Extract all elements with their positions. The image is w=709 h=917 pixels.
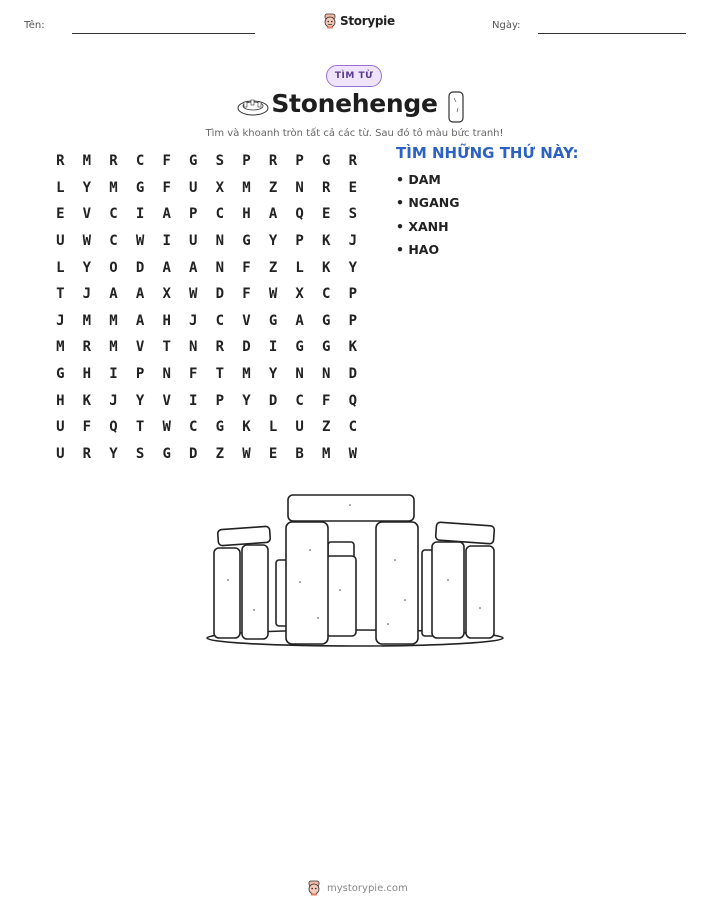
grid-letter: K — [242, 419, 251, 436]
grid-letter: P — [295, 153, 304, 170]
grid-letter: Q — [295, 206, 304, 223]
word-item: • XANH — [396, 218, 449, 234]
grid-letter: J — [189, 312, 198, 329]
grid-letter: U — [295, 419, 304, 436]
grid-letter: X — [215, 179, 225, 196]
grid-letter: G — [242, 233, 251, 250]
grid-letter: D — [189, 445, 198, 462]
grid-letter: G — [295, 339, 304, 356]
grid-letter: I — [135, 206, 145, 223]
page-title: Stonehenge — [271, 89, 438, 118]
grid-letter: M — [322, 445, 331, 462]
grid-letter: S — [135, 445, 145, 462]
grid-letter: S — [348, 206, 358, 223]
word-item: • DAM — [396, 172, 441, 187]
grid-letter: G — [189, 153, 198, 170]
grid-letter: J — [56, 312, 65, 329]
grid-letter: Y — [268, 233, 278, 250]
grid-letter: P — [242, 153, 251, 170]
storypie-mascot-icon — [323, 13, 337, 29]
grid-letter: C — [295, 392, 304, 409]
grid-letter: H — [82, 366, 92, 383]
grid-letter: A — [135, 312, 145, 329]
grid-letter: N — [162, 366, 171, 383]
grid-letter: Y — [242, 392, 251, 409]
grid-letter: M — [82, 312, 92, 329]
grid-letter: R — [215, 339, 225, 356]
grid-letter: J — [109, 392, 118, 409]
grid-letter: T — [162, 339, 171, 356]
grid-letter: W — [348, 445, 358, 462]
grid-letter: Y — [268, 366, 278, 383]
word-list-title: TÌM NHỮNG THỨ NÀY: — [396, 144, 579, 162]
storypie-mascot-icon — [307, 880, 321, 896]
grid-letter: A — [268, 206, 278, 223]
grid-letter: A — [135, 286, 145, 303]
word-item: • HAO — [396, 241, 440, 257]
grid-letter: P — [215, 392, 225, 409]
grid-letter: N — [215, 259, 225, 276]
instructions: Tìm và khoanh tròn tất cả các từ. Sau đó tô màu bức tranh! — [205, 128, 504, 139]
grid-letter: I — [162, 233, 171, 250]
grid-letter: R — [348, 153, 358, 170]
grid-letter: D — [348, 366, 358, 383]
grid-letter: N — [215, 233, 225, 250]
grid-letter: V — [135, 339, 145, 356]
grid-letter: Z — [268, 259, 278, 276]
grid-letter: A — [109, 286, 118, 303]
word-list — [396, 171, 459, 264]
grid-letter: S — [215, 153, 225, 170]
grid-letter: L — [268, 419, 278, 436]
grid-letter: H — [242, 206, 251, 223]
grid-letter: I — [268, 339, 278, 356]
grid-letter: Q — [348, 392, 358, 409]
grid-letter: G — [56, 366, 65, 383]
grid-letter: F — [322, 392, 331, 409]
grid-letter: C — [109, 206, 118, 223]
grid-letter: A — [295, 312, 304, 329]
grid-letter: Y — [82, 259, 92, 276]
grid-letter: W — [268, 286, 278, 303]
grid-letter: W — [162, 419, 171, 436]
grid-letter: M — [242, 179, 251, 196]
grid-letter: K — [322, 233, 331, 250]
grid-letter: K — [348, 339, 358, 356]
grid-letter: I — [109, 366, 118, 383]
grid-letter: H — [162, 312, 171, 329]
date-label: Ngày: — [492, 20, 521, 31]
word-search-grid — [47, 148, 367, 467]
grid-letter: P — [135, 366, 145, 383]
grid-letter: G — [215, 419, 225, 436]
grid-letter: U — [56, 419, 65, 436]
standing-stone-icon — [446, 90, 466, 124]
grid-letter: X — [295, 286, 304, 303]
grid-letter: E — [348, 179, 358, 196]
grid-letter: R — [268, 153, 278, 170]
grid-letter: R — [109, 153, 118, 170]
grid-letter: N — [295, 179, 304, 196]
grid-letter: R — [82, 339, 92, 356]
grid-letter: C — [348, 419, 358, 436]
grid-letter: M — [109, 312, 118, 329]
grid-letter: C — [109, 233, 118, 250]
grid-letter: O — [109, 259, 118, 276]
brand-name: Storypie — [340, 14, 395, 28]
grid-letter: G — [162, 445, 171, 462]
grid-letter: C — [215, 206, 225, 223]
grid-letter: R — [82, 445, 92, 462]
grid-letter: J — [348, 233, 358, 250]
grid-letter: W — [135, 233, 145, 250]
grid-letter: A — [162, 206, 171, 223]
grid-letter: Z — [268, 179, 278, 196]
grid-letter: Q — [109, 419, 118, 436]
grid-letter: H — [56, 392, 65, 409]
grid-letter: N — [295, 366, 304, 383]
grid-letter: G — [268, 312, 278, 329]
grid-letter: M — [109, 339, 118, 356]
grid-letter: U — [56, 445, 65, 462]
grid-letter: E — [56, 206, 65, 223]
grid-letter: D — [135, 259, 145, 276]
grid-letter: C — [189, 419, 198, 436]
grid-letter: Y — [109, 445, 118, 462]
grid-letter: W — [189, 286, 198, 303]
grid-letter: P — [348, 286, 358, 303]
grid-letter: J — [82, 286, 92, 303]
grid-letter: B — [295, 445, 304, 462]
name-line — [72, 33, 255, 34]
grid-letter: I — [189, 392, 198, 409]
grid-letter: C — [135, 153, 145, 170]
grid-letter: G — [135, 179, 145, 196]
grid-letter: A — [162, 259, 171, 276]
grid-letter: C — [215, 312, 225, 329]
grid-letter: G — [322, 312, 331, 329]
name-label: Tên: — [24, 20, 45, 31]
grid-letter: Y — [82, 179, 92, 196]
grid-letter: E — [268, 445, 278, 462]
activity-badge: TÌM TỪ — [326, 65, 382, 87]
grid-letter: T — [56, 286, 65, 303]
brand-logo — [323, 13, 395, 29]
grid-letter: V — [82, 206, 92, 223]
stonehenge-illustration — [200, 490, 510, 650]
grid-letter: W — [242, 445, 251, 462]
footer — [307, 880, 408, 896]
grid-letter: T — [135, 419, 145, 436]
grid-letter: Z — [322, 419, 331, 436]
grid-letter: R — [322, 179, 331, 196]
grid-letter: F — [189, 366, 198, 383]
date-line — [538, 33, 686, 34]
grid-letter: N — [322, 366, 331, 383]
grid-letter: A — [189, 259, 198, 276]
grid-letter: F — [162, 153, 171, 170]
grid-letter: V — [242, 312, 251, 329]
grid-letter: M — [109, 179, 118, 196]
grid-letter: P — [295, 233, 304, 250]
grid-letter: P — [348, 312, 358, 329]
grid-letter: G — [322, 153, 331, 170]
grid-letter: F — [242, 286, 251, 303]
grid-letter: L — [56, 179, 65, 196]
grid-letter: D — [215, 286, 225, 303]
grid-letter: X — [162, 286, 171, 303]
grid-letter: F — [242, 259, 251, 276]
grid-letter: Z — [215, 445, 225, 462]
grid-letter: Y — [135, 392, 145, 409]
grid-letter: W — [82, 233, 92, 250]
footer-url: mystorypie.com — [327, 882, 408, 894]
grid-letter: N — [189, 339, 198, 356]
grid-letter: T — [215, 366, 225, 383]
grid-letter: F — [82, 419, 92, 436]
grid-letter: Y — [348, 259, 358, 276]
grid-letter: G — [322, 339, 331, 356]
grid-letter: U — [189, 179, 198, 196]
grid-letter: P — [189, 206, 198, 223]
grid-letter: K — [82, 392, 92, 409]
grid-letter: U — [189, 233, 198, 250]
grid-letter: M — [82, 153, 92, 170]
grid-letter: V — [162, 392, 171, 409]
grid-letter: F — [162, 179, 171, 196]
grid-letter: L — [295, 259, 304, 276]
grid-letter: U — [56, 233, 65, 250]
grid-letter: D — [242, 339, 251, 356]
grid-letter: L — [56, 259, 65, 276]
word-item: • NGANG — [396, 195, 460, 211]
grid-letter: K — [322, 259, 331, 276]
grid-letter: R — [56, 153, 65, 170]
grid-letter: E — [322, 206, 331, 223]
grid-letter: M — [242, 366, 251, 383]
grid-letter: C — [322, 286, 331, 303]
grid-letter: D — [268, 392, 278, 409]
grid-letter: M — [56, 339, 65, 356]
